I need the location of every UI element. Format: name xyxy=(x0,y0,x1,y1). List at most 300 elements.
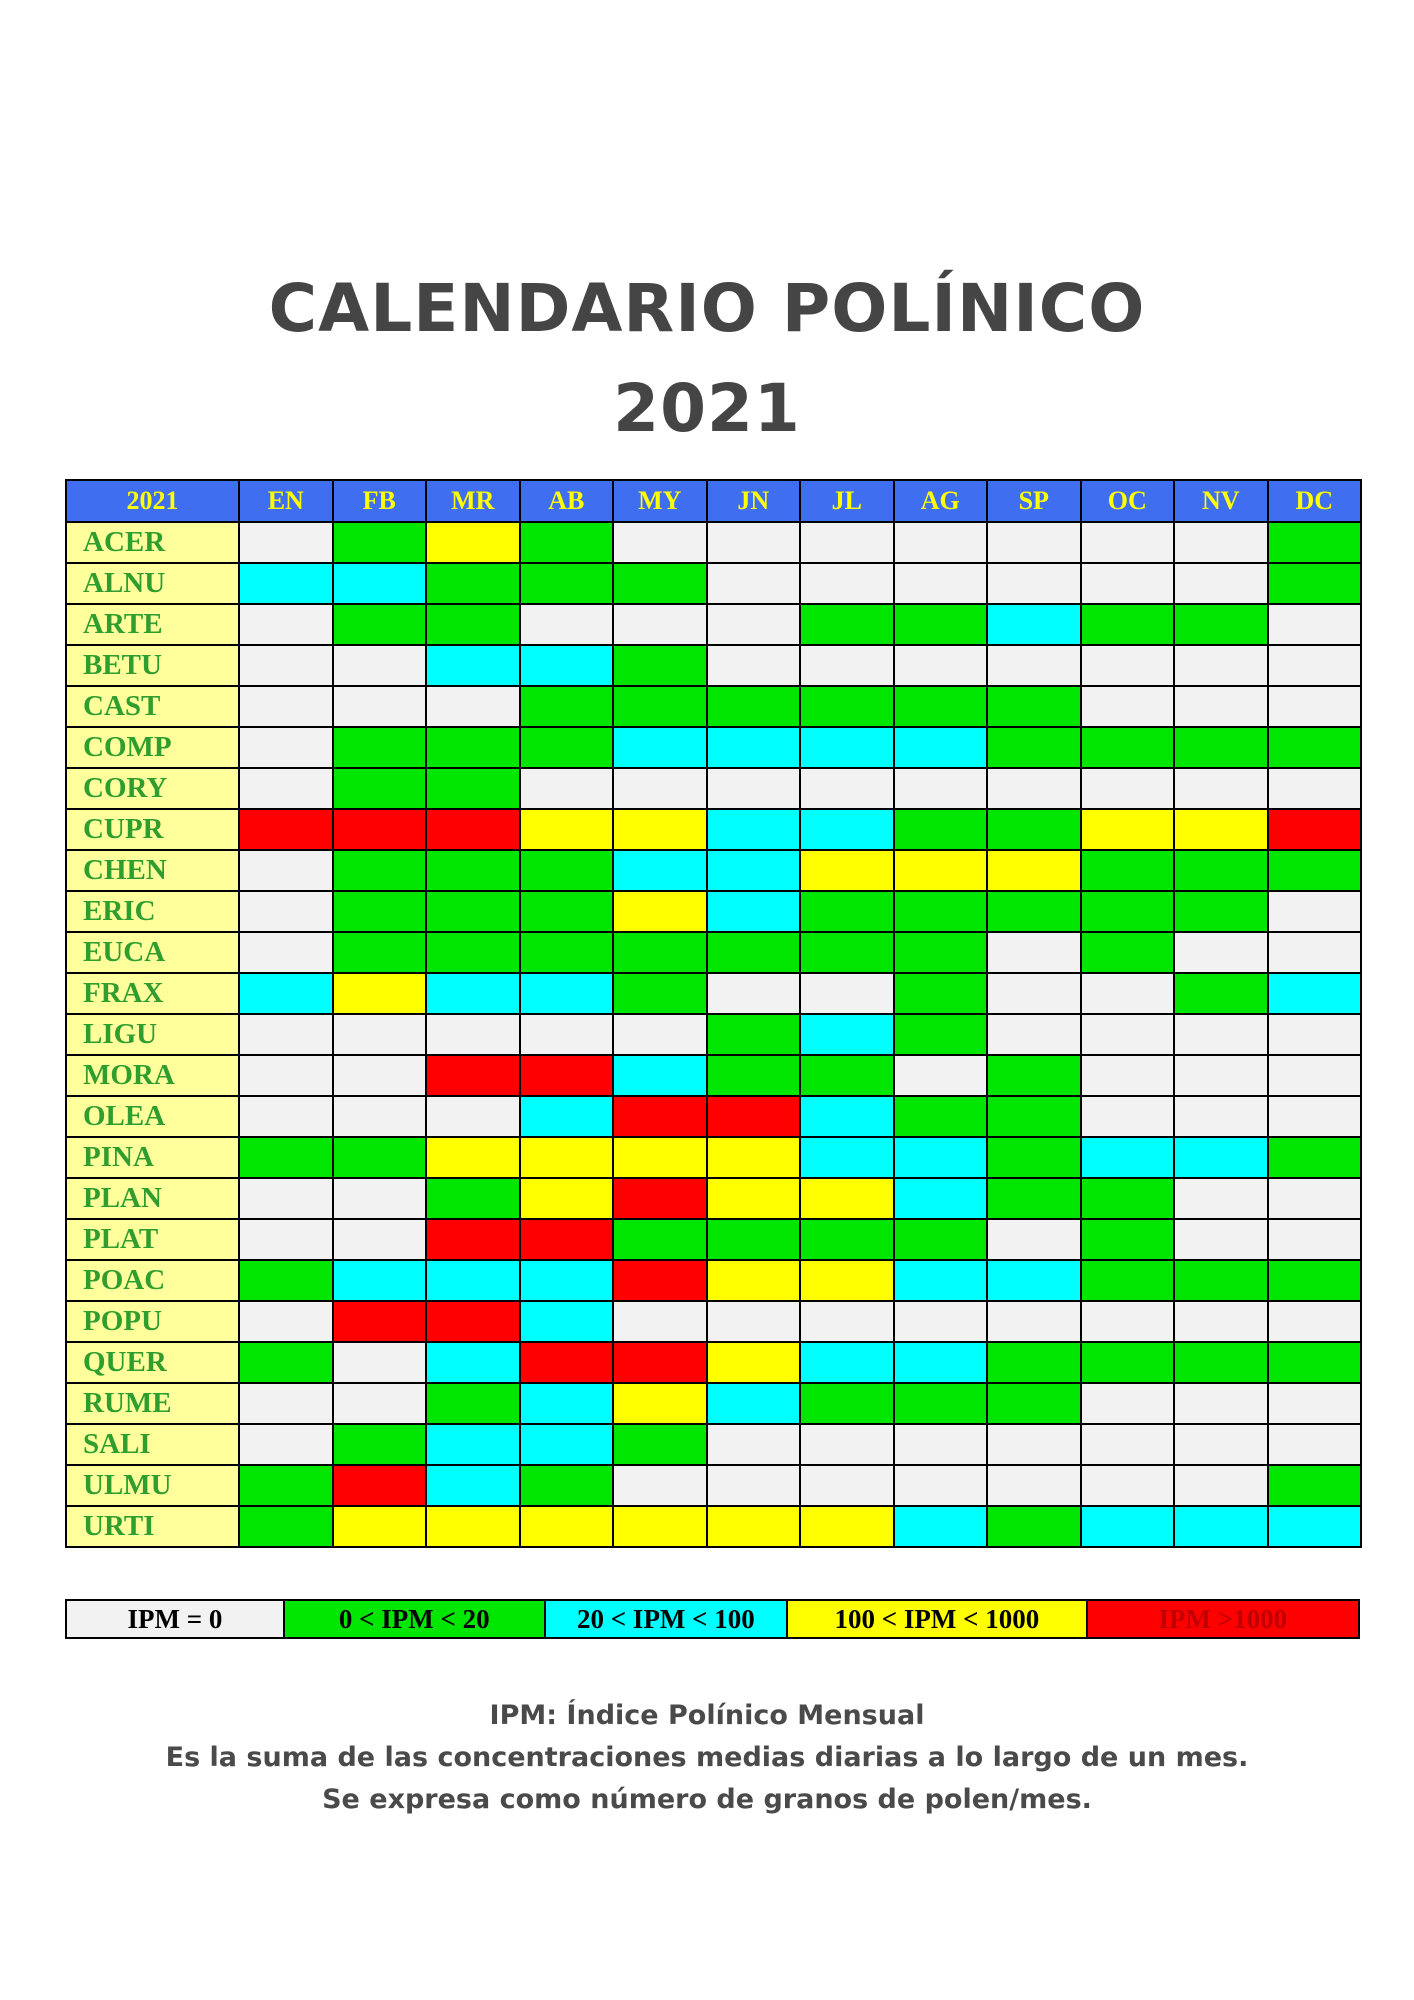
table-row xyxy=(66,1506,1361,1547)
heatmap-cell xyxy=(987,768,1081,809)
heatmap-cell xyxy=(894,1301,988,1342)
heatmap-cell xyxy=(426,973,520,1014)
heatmap-cell xyxy=(800,1055,894,1096)
heatmap-cell xyxy=(333,1301,427,1342)
heatmap-cell xyxy=(1081,1424,1175,1465)
heatmap-cell xyxy=(333,604,427,645)
species-label: LIGU xyxy=(66,1014,239,1055)
heatmap-cell xyxy=(707,604,801,645)
heatmap-cell xyxy=(520,1014,614,1055)
heatmap-cell xyxy=(426,604,520,645)
heatmap-cell xyxy=(520,1178,614,1219)
heatmap-cell xyxy=(707,563,801,604)
heatmap-cell xyxy=(1081,686,1175,727)
heatmap-cell xyxy=(333,891,427,932)
table-row xyxy=(66,1219,1361,1260)
header-row xyxy=(66,480,1361,522)
heatmap-cell xyxy=(426,686,520,727)
heatmap-cell xyxy=(1268,1096,1362,1137)
heatmap-cell xyxy=(333,1178,427,1219)
species-label: PINA xyxy=(66,1137,239,1178)
heatmap-cell xyxy=(613,727,707,768)
month-header: DC xyxy=(1268,480,1362,522)
heatmap-cell xyxy=(894,522,988,563)
heatmap-cell xyxy=(707,850,801,891)
heatmap-cell xyxy=(1268,686,1362,727)
species-label: FRAX xyxy=(66,973,239,1014)
heatmap-cell xyxy=(800,1465,894,1506)
heatmap-cell xyxy=(333,1424,427,1465)
heatmap-cell xyxy=(894,850,988,891)
heatmap-cell xyxy=(987,1055,1081,1096)
heatmap-cell xyxy=(987,1219,1081,1260)
heatmap-cell xyxy=(613,1424,707,1465)
heatmap-cell xyxy=(333,1219,427,1260)
heatmap-cell xyxy=(707,1506,801,1547)
heatmap-cell xyxy=(426,522,520,563)
heatmap-cell xyxy=(800,563,894,604)
heatmap-cell xyxy=(613,1465,707,1506)
heatmap-cell xyxy=(613,1178,707,1219)
heatmap-cell xyxy=(426,1178,520,1219)
heatmap-cell xyxy=(613,973,707,1014)
table-row xyxy=(66,850,1361,891)
heatmap-cell xyxy=(520,1260,614,1301)
heatmap-cell xyxy=(239,809,333,850)
heatmap-cell xyxy=(239,973,333,1014)
heatmap-cell xyxy=(520,932,614,973)
legend-item: 100 < IPM < 1000 xyxy=(788,1601,1087,1637)
heatmap-cell xyxy=(800,1137,894,1178)
heatmap-cell xyxy=(239,1137,333,1178)
heatmap-cell xyxy=(1081,645,1175,686)
heatmap-cell xyxy=(894,809,988,850)
heatmap-cell xyxy=(333,645,427,686)
heatmap-cell xyxy=(1268,1342,1362,1383)
heatmap-cell xyxy=(239,768,333,809)
heatmap-cell xyxy=(894,563,988,604)
footer-line-1: IPM: Índice Polínico Mensual xyxy=(489,1700,925,1731)
table-row xyxy=(66,1342,1361,1383)
heatmap-cell xyxy=(894,768,988,809)
species-label: CHEN xyxy=(66,850,239,891)
heatmap-cell xyxy=(987,1137,1081,1178)
species-label: POAC xyxy=(66,1260,239,1301)
heatmap-cell xyxy=(613,1137,707,1178)
heatmap-cell xyxy=(239,727,333,768)
legend xyxy=(65,1599,1360,1639)
heatmap-cell xyxy=(520,891,614,932)
heatmap-cell xyxy=(800,727,894,768)
heatmap-cell xyxy=(707,973,801,1014)
species-label: EUCA xyxy=(66,932,239,973)
heatmap-cell xyxy=(520,1506,614,1547)
table-row xyxy=(66,645,1361,686)
heatmap-cell xyxy=(520,1301,614,1342)
species-label: ARTE xyxy=(66,604,239,645)
heatmap-cell xyxy=(707,1260,801,1301)
heatmap-cell xyxy=(800,891,894,932)
heatmap-cell xyxy=(987,891,1081,932)
heatmap-cell xyxy=(800,809,894,850)
table-row xyxy=(66,727,1361,768)
heatmap-cell xyxy=(426,1137,520,1178)
heatmap-cell xyxy=(426,1383,520,1424)
heatmap-cell xyxy=(613,1260,707,1301)
heatmap-cell xyxy=(239,932,333,973)
species-label: CAST xyxy=(66,686,239,727)
heatmap-cell xyxy=(987,1383,1081,1424)
table-row xyxy=(66,686,1361,727)
heatmap-cell xyxy=(1174,768,1268,809)
heatmap-cell xyxy=(894,1055,988,1096)
table-row xyxy=(66,522,1361,563)
month-header: AG xyxy=(894,480,988,522)
heatmap-cell xyxy=(987,1096,1081,1137)
heatmap-cell xyxy=(800,1219,894,1260)
table-row xyxy=(66,1260,1361,1301)
table-row xyxy=(66,1424,1361,1465)
heatmap-cell xyxy=(800,645,894,686)
heatmap-cell xyxy=(426,563,520,604)
species-label: POPU xyxy=(66,1301,239,1342)
heatmap-cell xyxy=(1081,1096,1175,1137)
heatmap-cell xyxy=(1081,1383,1175,1424)
heatmap-cell xyxy=(1081,604,1175,645)
heatmap-cell xyxy=(1081,1055,1175,1096)
heatmap-cell xyxy=(613,645,707,686)
table-row xyxy=(66,1055,1361,1096)
heatmap-cell xyxy=(1081,1219,1175,1260)
heatmap-cell xyxy=(333,727,427,768)
heatmap-cell xyxy=(800,1383,894,1424)
heatmap-cell xyxy=(987,645,1081,686)
heatmap-cell xyxy=(707,809,801,850)
heatmap-cell xyxy=(1174,1465,1268,1506)
species-label: BETU xyxy=(66,645,239,686)
month-header: EN xyxy=(239,480,333,522)
heatmap-cell xyxy=(894,891,988,932)
heatmap-cell xyxy=(239,1219,333,1260)
heatmap-cell xyxy=(800,1506,894,1547)
heatmap-cell xyxy=(894,727,988,768)
heatmap-cell xyxy=(613,932,707,973)
heatmap-cell xyxy=(1174,850,1268,891)
heatmap-cell xyxy=(1081,563,1175,604)
heatmap-cell xyxy=(426,727,520,768)
heatmap-cell xyxy=(426,809,520,850)
heatmap-cell xyxy=(1268,973,1362,1014)
heatmap-cell xyxy=(333,1383,427,1424)
heatmap-cell xyxy=(520,727,614,768)
heatmap-cell xyxy=(520,850,614,891)
heatmap-cell xyxy=(987,563,1081,604)
heatmap-cell xyxy=(333,850,427,891)
heatmap-cell xyxy=(707,1219,801,1260)
heatmap-cell xyxy=(987,1260,1081,1301)
heatmap-cell xyxy=(613,1055,707,1096)
table-row xyxy=(66,604,1361,645)
species-label: COMP xyxy=(66,727,239,768)
heatmap-cell xyxy=(613,850,707,891)
heatmap-cell xyxy=(894,686,988,727)
table-row xyxy=(66,891,1361,932)
heatmap-cell xyxy=(894,1014,988,1055)
heatmap-cell xyxy=(426,1096,520,1137)
month-header: OC xyxy=(1081,480,1175,522)
heatmap-cell xyxy=(1081,1342,1175,1383)
heatmap-cell xyxy=(333,563,427,604)
heatmap-cell xyxy=(613,1301,707,1342)
heatmap-cell xyxy=(333,1055,427,1096)
heatmap-cell xyxy=(987,1424,1081,1465)
species-label: RUME xyxy=(66,1383,239,1424)
table-row xyxy=(66,563,1361,604)
heatmap-cell xyxy=(239,1055,333,1096)
species-label: OLEA xyxy=(66,1096,239,1137)
heatmap-cell xyxy=(426,645,520,686)
species-label: ERIC xyxy=(66,891,239,932)
heatmap-cell xyxy=(333,1096,427,1137)
heatmap-cell xyxy=(800,1260,894,1301)
heatmap-cell xyxy=(520,1219,614,1260)
table-row xyxy=(66,1178,1361,1219)
heatmap-cell xyxy=(1081,522,1175,563)
heatmap-cell xyxy=(613,1506,707,1547)
heatmap-cell xyxy=(987,932,1081,973)
heatmap-cell xyxy=(1174,604,1268,645)
heatmap-cell xyxy=(894,604,988,645)
heatmap-cell xyxy=(333,1342,427,1383)
heatmap-cell xyxy=(894,645,988,686)
heatmap-cell xyxy=(1174,1014,1268,1055)
heatmap-cell xyxy=(894,1260,988,1301)
heatmap-cell xyxy=(1174,686,1268,727)
heatmap-cell xyxy=(707,891,801,932)
heatmap-cell xyxy=(333,1506,427,1547)
heatmap-cell xyxy=(520,1096,614,1137)
heatmap-cell xyxy=(1268,1137,1362,1178)
table-row xyxy=(66,1137,1361,1178)
heatmap-cell xyxy=(707,1178,801,1219)
heatmap-cell xyxy=(520,686,614,727)
table-row xyxy=(66,932,1361,973)
page-subtitle-year: 2021 xyxy=(613,370,801,447)
heatmap-cell xyxy=(1268,1506,1362,1547)
heatmap-cell xyxy=(520,563,614,604)
heatmap-cell xyxy=(426,1014,520,1055)
heatmap-cell xyxy=(707,1342,801,1383)
heatmap-cell xyxy=(1268,809,1362,850)
heatmap-cell xyxy=(800,1424,894,1465)
heatmap-cell xyxy=(1268,891,1362,932)
table-row xyxy=(66,1096,1361,1137)
table-row xyxy=(66,809,1361,850)
month-header: FB xyxy=(333,480,427,522)
heatmap-cell xyxy=(426,1506,520,1547)
heatmap-cell xyxy=(1268,1383,1362,1424)
heatmap-cell xyxy=(1081,973,1175,1014)
heatmap-cell xyxy=(987,1178,1081,1219)
month-header: JN xyxy=(707,480,801,522)
heatmap-cell xyxy=(1081,1506,1175,1547)
species-label: CUPR xyxy=(66,809,239,850)
legend-item: IPM >1000 xyxy=(1088,1601,1358,1637)
heatmap-cell xyxy=(520,604,614,645)
heatmap-cell xyxy=(613,1096,707,1137)
heatmap-cell xyxy=(800,686,894,727)
heatmap-cell xyxy=(1174,1219,1268,1260)
heatmap-cell xyxy=(1081,1137,1175,1178)
heatmap-cell xyxy=(1081,1014,1175,1055)
heatmap-cell xyxy=(426,1219,520,1260)
heatmap-cell xyxy=(613,563,707,604)
heatmap-cell xyxy=(800,522,894,563)
heatmap-cell xyxy=(239,1506,333,1547)
heatmap-cell xyxy=(613,1342,707,1383)
heatmap-cell xyxy=(1174,1506,1268,1547)
heatmap-cell xyxy=(333,973,427,1014)
heatmap-cell xyxy=(520,1424,614,1465)
heatmap-cell xyxy=(1268,932,1362,973)
heatmap-cell xyxy=(1268,1055,1362,1096)
heatmap-cell xyxy=(520,645,614,686)
heatmap-cell xyxy=(894,1506,988,1547)
heatmap-cell xyxy=(987,686,1081,727)
heatmap-cell xyxy=(800,604,894,645)
heatmap-cell xyxy=(1174,973,1268,1014)
heatmap-cell xyxy=(1081,768,1175,809)
heatmap-cell xyxy=(1081,932,1175,973)
heatmap-cell xyxy=(894,1383,988,1424)
heatmap-cell xyxy=(1268,1424,1362,1465)
heatmap-cell xyxy=(333,932,427,973)
heatmap-cell xyxy=(1081,891,1175,932)
heatmap-cell xyxy=(800,1014,894,1055)
heatmap-cell xyxy=(239,1178,333,1219)
heatmap-cell xyxy=(1174,1137,1268,1178)
species-label: SALI xyxy=(66,1424,239,1465)
heatmap-cell xyxy=(707,1383,801,1424)
heatmap-cell xyxy=(520,1383,614,1424)
heatmap-cell xyxy=(987,1301,1081,1342)
heatmap-cell xyxy=(894,1465,988,1506)
heatmap-cell xyxy=(333,768,427,809)
heatmap-cell xyxy=(1268,1260,1362,1301)
species-label: ULMU xyxy=(66,1465,239,1506)
table-row xyxy=(66,1014,1361,1055)
heatmap-cell xyxy=(707,645,801,686)
heatmap-cell xyxy=(707,522,801,563)
footer-line-2: Es la suma de las concentraciones medias diarias a lo largo de un mes. xyxy=(165,1742,1249,1773)
heatmap-cell xyxy=(613,1383,707,1424)
heatmap-cell xyxy=(239,1260,333,1301)
heatmap-cell xyxy=(426,1301,520,1342)
heatmap-cell xyxy=(800,1342,894,1383)
heatmap-cell xyxy=(239,1096,333,1137)
species-label: CORY xyxy=(66,768,239,809)
heatmap-cell xyxy=(1174,932,1268,973)
heatmap-cell xyxy=(707,1137,801,1178)
heatmap-cell xyxy=(520,1055,614,1096)
heatmap-cell xyxy=(987,850,1081,891)
heatmap-cell xyxy=(1268,563,1362,604)
heatmap-cell xyxy=(613,522,707,563)
heatmap-cell xyxy=(800,850,894,891)
heatmap-cell xyxy=(426,768,520,809)
heatmap-cell xyxy=(520,1465,614,1506)
heatmap-cell xyxy=(613,891,707,932)
heatmap-cell xyxy=(707,768,801,809)
legend-item: 20 < IPM < 100 xyxy=(546,1601,789,1637)
heatmap-cell xyxy=(707,1014,801,1055)
heatmap-cell xyxy=(800,1178,894,1219)
heatmap-cell xyxy=(707,1465,801,1506)
heatmap-cell xyxy=(707,727,801,768)
pollen-calendar-table xyxy=(65,479,1362,1548)
species-label: ACER xyxy=(66,522,239,563)
heatmap-cell xyxy=(239,1465,333,1506)
heatmap-cell xyxy=(239,522,333,563)
heatmap-cell xyxy=(987,1342,1081,1383)
heatmap-cell xyxy=(1174,1342,1268,1383)
heatmap-cell xyxy=(1174,1096,1268,1137)
heatmap-cell xyxy=(613,768,707,809)
heatmap-cell xyxy=(333,522,427,563)
heatmap-cell xyxy=(987,1506,1081,1547)
heatmap-cell xyxy=(1174,563,1268,604)
heatmap-cell xyxy=(239,604,333,645)
heatmap-cell xyxy=(1268,1219,1362,1260)
heatmap-cell xyxy=(426,1424,520,1465)
heatmap-cell xyxy=(707,1055,801,1096)
species-label: PLAT xyxy=(66,1219,239,1260)
heatmap-cell xyxy=(520,1137,614,1178)
heatmap-cell xyxy=(894,1424,988,1465)
heatmap-cell xyxy=(239,686,333,727)
heatmap-cell xyxy=(239,1301,333,1342)
heatmap-cell xyxy=(239,1383,333,1424)
month-header: AB xyxy=(520,480,614,522)
heatmap-cell xyxy=(426,1260,520,1301)
heatmap-cell xyxy=(1081,1301,1175,1342)
month-header: JL xyxy=(800,480,894,522)
table-row xyxy=(66,1383,1361,1424)
heatmap-cell xyxy=(1081,809,1175,850)
heatmap-cell xyxy=(1081,1260,1175,1301)
species-label: PLAN xyxy=(66,1178,239,1219)
heatmap-cell xyxy=(426,932,520,973)
heatmap-cell xyxy=(987,604,1081,645)
heatmap-cell xyxy=(1081,850,1175,891)
heatmap-cell xyxy=(1268,1014,1362,1055)
heatmap-cell xyxy=(1268,604,1362,645)
heatmap-cell xyxy=(1174,1178,1268,1219)
heatmap-cell xyxy=(894,1219,988,1260)
heatmap-cell xyxy=(707,1301,801,1342)
heatmap-cell xyxy=(426,891,520,932)
heatmap-cell xyxy=(894,1137,988,1178)
legend-item: IPM = 0 xyxy=(67,1601,285,1637)
heatmap-cell xyxy=(894,932,988,973)
heatmap-cell xyxy=(239,563,333,604)
heatmap-cell xyxy=(1268,850,1362,891)
heatmap-cell xyxy=(333,1465,427,1506)
heatmap-cell xyxy=(1174,522,1268,563)
heatmap-cell xyxy=(894,973,988,1014)
heatmap-cell xyxy=(1268,727,1362,768)
heatmap-cell xyxy=(1174,809,1268,850)
